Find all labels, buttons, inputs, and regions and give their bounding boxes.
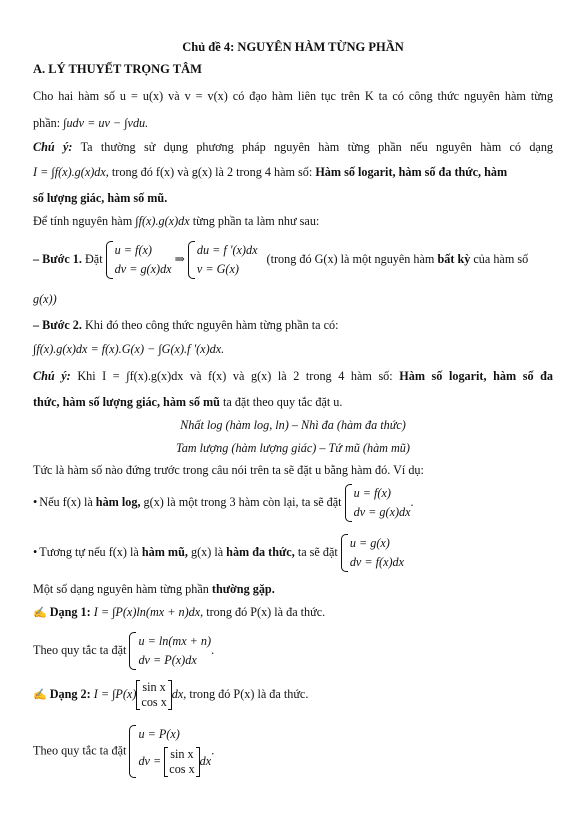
system-row: dv = P(x)dx <box>138 653 197 667</box>
steps-intro <box>33 214 319 229</box>
note2-text: Khi I = ∫f(x).g(x)dx và f(x) và g(x) là 2 trong 4 hàm số: <box>77 369 393 383</box>
matrix-row: cos x <box>141 695 167 709</box>
matrix-row: cos x <box>169 762 195 777</box>
step1-note: (trong đó G(x) là một nguyên hàm <box>266 251 435 266</box>
note2-bold-2: thức, hàm số lượng giác, hàm số mũ <box>33 395 220 409</box>
section-a-heading: A. LÝ THUYẾT TRỌNG TÂM <box>33 62 202 76</box>
page-title: Chủ đề 4: NGUYÊN HÀM TỪNG PHẦN <box>182 40 404 54</box>
parts-formula: ∫udv = uv − ∫vdu. <box>63 116 149 130</box>
ex1-bold: hàm log, <box>95 494 141 509</box>
dang2-rule: Theo quy tắc ta đặt u = P(x) dv = sin x cos x dx . <box>33 727 215 777</box>
note2-line-1 <box>33 369 553 384</box>
note2-bold: Hàm số logarit, hàm số đa <box>399 369 553 383</box>
dang1-desc: trong đó P(x) là đa thức. <box>206 605 326 619</box>
step1-system-left <box>106 241 172 279</box>
system-row: dv = f(x)dx <box>349 555 405 569</box>
dv-label: dv = <box>138 754 162 768</box>
dang2-system-matrix <box>164 747 199 777</box>
dang2-formula-pre: I = ∫P(x) <box>93 686 137 701</box>
system-row: du = f '(x)dx <box>196 243 258 257</box>
step1-line <box>33 241 553 279</box>
ex1-rest: g(x) là một trong 3 hàm còn lại, ta sẽ đặt <box>143 494 342 509</box>
intro-text: phần: <box>33 116 61 130</box>
intro-line-1: Cho hai hàm số u = u(x) và v = v(x) có đạo hàm liên tục trên K ta có công thức nguyên hàm từng <box>33 89 553 103</box>
ex2-system <box>341 534 404 572</box>
matrix-row: sin x <box>170 747 194 762</box>
steps-intro-integral: ∫f(x).g(x)dx <box>135 214 190 228</box>
pen-icon: ✍ <box>33 607 47 619</box>
system-row: u = f(x) <box>353 486 391 500</box>
dang2-rule-text: Theo quy tắc ta đặt <box>33 743 127 758</box>
example-2 <box>33 534 404 572</box>
system-row: dv = g(x)dx <box>353 505 411 519</box>
step2-label: – Bước 2. <box>33 318 82 332</box>
step1-note-end: của hàm số <box>473 251 529 266</box>
ex2-bold-2: hàm đa thức, <box>226 544 295 559</box>
step2-text: Khi đó theo công thức nguyên hàm từng phần ta có: <box>84 318 339 332</box>
rule-explanation: Tức là hàm số nào đứng trước trong câu nói trên ta sẽ đặt u bằng hàm đó. Ví dụ: <box>33 463 424 477</box>
dang1-label: Dạng 1: <box>49 605 91 619</box>
matrix-row: sin x <box>142 680 166 694</box>
note1-line-3: số lượng giác, hàm số mũ. <box>33 191 168 205</box>
system-row: u = ln(mx + n) <box>138 634 212 648</box>
note1-middle: trong đó f(x) và g(x) là 2 trong 4 hàm số: <box>111 165 313 179</box>
step2-formula: ∫f(x).g(x)dx = f(x).G(x) − ∫G(x).f '(x)dx. <box>33 342 225 356</box>
system-row: v = G(x) <box>196 262 239 276</box>
ex2-rest: ta sẽ đặt <box>297 544 338 559</box>
dang2-matrix <box>136 680 171 710</box>
note1-line-1 <box>33 140 553 155</box>
ex1-system <box>345 484 411 522</box>
dx-label: dx <box>199 754 212 768</box>
pen-icon: ✍ <box>33 688 47 701</box>
implies-symbol: ⇒ <box>174 251 185 266</box>
dang1-system <box>129 632 211 670</box>
dang2-system <box>129 725 211 778</box>
step1-dat: Đặt <box>84 251 103 266</box>
bullet-icon: • <box>33 494 38 509</box>
note1-integral: I = ∫f(x).g(x)dx, <box>33 165 109 179</box>
dang-1 <box>33 605 325 621</box>
note2-label: Chú ý: <box>33 369 71 383</box>
forms-intro-text: Một số dạng nguyên hàm từng phần <box>33 582 209 596</box>
note1-label: Chú ý: <box>33 140 73 154</box>
steps-intro-text: Để tính nguyên hàm <box>33 214 133 228</box>
step1-system-right <box>188 241 258 279</box>
note1-line-2 <box>33 165 507 180</box>
dang1-rule: Theo quy tắc ta đặt u = ln(mx + n) dv = P(x)dx . <box>33 632 214 670</box>
bullet-icon: • <box>33 544 38 559</box>
ex2-mid: g(x) là <box>190 544 224 559</box>
ex2-text: Tương tự nếu f(x) là <box>39 544 139 559</box>
step1-continuation: g(x)) <box>33 292 57 306</box>
system-row <box>138 744 211 778</box>
system-row: u = g(x) <box>349 536 390 550</box>
note1-text: Ta thường sử dụng phương pháp nguyên hàm từng phần nếu nguyên hàm có dạng <box>80 140 554 154</box>
step1-label: – Bước 1. <box>33 251 82 266</box>
intro-line-2 <box>33 116 148 131</box>
step1-note-bold: bất kỳ <box>437 251 471 266</box>
forms-intro-bold: thường gặp. <box>211 582 275 596</box>
system-row: dv = g(x)dx <box>114 262 172 276</box>
note2-text-2: ta đặt theo quy tắc đặt u. <box>222 395 343 409</box>
dang2-label: Dạng 2: <box>49 686 91 701</box>
dang1-rule-text: Theo quy tắc ta đặt <box>33 642 127 657</box>
note1-bold: Hàm số logarit, hàm số đa thức, hàm <box>315 165 508 179</box>
dang2-formula-post: dx, <box>171 686 187 701</box>
dang1-formula: I = ∫P(x)ln(mx + n)dx, <box>93 605 204 619</box>
example-1: • Nếu f(x) là hàm log, g(x) là một trong 3 hàm còn lại, ta sẽ đặt u = f(x) dv = g(x)dx . <box>33 484 414 522</box>
system-row: u = f(x) <box>114 243 152 257</box>
note2-line-2 <box>33 395 342 410</box>
ex2-bold: hàm mũ, <box>141 544 188 559</box>
dang2-desc: trong đó P(x) là đa thức. <box>189 686 309 701</box>
rule-line-1: Nhất log (hàm log, ln) – Nhì đa (hàm đa thức) <box>180 418 406 432</box>
rule-line-2: Tam lượng (hàm lượng giác) – Tứ mũ (hàm mũ) <box>176 441 410 455</box>
step2-line <box>33 318 339 333</box>
steps-intro-rest: từng phần ta làm như sau: <box>192 214 320 228</box>
forms-intro <box>33 582 275 597</box>
dang-2 <box>33 680 308 710</box>
system-row: u = P(x) <box>138 727 180 741</box>
ex1-text: Nếu f(x) là <box>39 494 93 509</box>
